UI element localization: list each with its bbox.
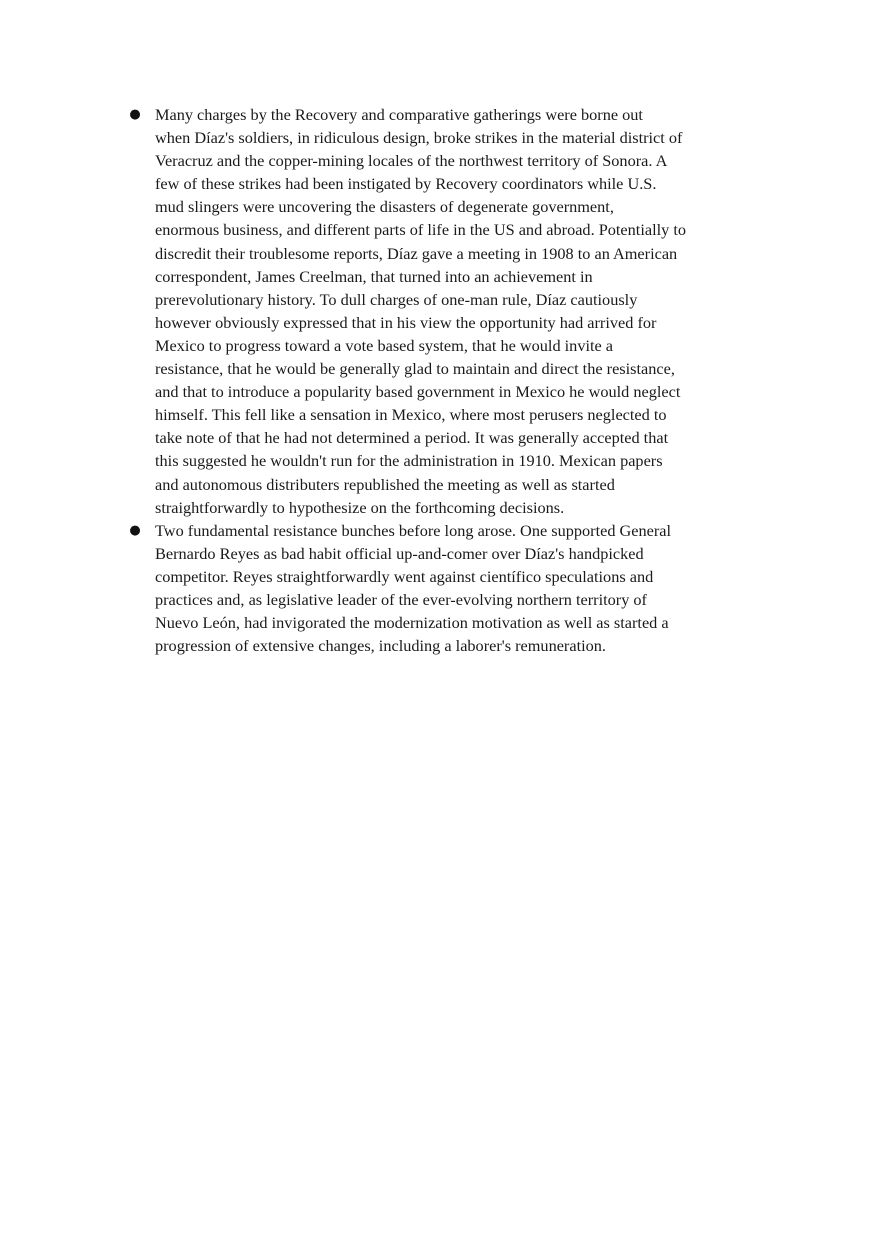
text-line: correspondent, James Creelman, that turned into an achievement in (155, 266, 593, 286)
text-line: Many charges by the Recovery and comparative gatherings were borne out (155, 105, 643, 124)
text-line: competitor. Reyes straightforwardly went against científico speculations and (155, 566, 654, 586)
text-line: prerevolutionary history. To dull charges of one-man rule, Díaz cautiously (155, 289, 638, 309)
text-line: straightforwardly to hypothesize on the forthcoming decisions. (155, 497, 565, 517)
text-line: Mexico to progress toward a vote based system, that he would invite a (155, 335, 614, 355)
text-line: however obviously expressed that in his view the opportunity had arrived for (155, 312, 657, 332)
text-line: and autonomous distributers republished the meeting as well as started (155, 474, 615, 494)
bullet-item-1 (128, 103, 728, 519)
text-line: practices and, as legislative leader of the ever-evolving northern territory of (155, 589, 647, 609)
text-line: Veracruz and the copper-mining locales of the northwest territory of Sonora. A (155, 151, 668, 171)
text-line: discredit their troublesome reports, Díaz gave a meeting in 1908 to an American (155, 243, 678, 263)
bullet-list (128, 103, 728, 657)
bullet-dot-icon: ● (129, 107, 141, 122)
text-line: enormous business, and different parts of life in the US and abroad. Potentially to (155, 220, 686, 240)
bullet-item-2 (128, 519, 728, 658)
text-line: progression of extensive changes, including a laborer's remuneration. (155, 636, 606, 656)
text-line: this suggested he wouldn't run for the administration in 1910. Mexican papers (155, 451, 663, 471)
text-line: himself. This fell like a sensation in Mexico, where most perusers neglected to (155, 405, 667, 425)
text-line: few of these strikes had been instigated by Recovery coordinators while U.S. (155, 174, 657, 194)
text-line: Bernardo Reyes as bad habit official up-and-comer over Díaz's handpicked (155, 543, 644, 563)
text-line: Nuevo León, had invigorated the modernization motivation as well as started a (155, 613, 669, 633)
text-line: mud slingers were uncovering the disasters of degenerate government, (155, 197, 614, 217)
text-line: Two fundamental resistance bunches before long arose. One supported General (155, 520, 672, 540)
bullet-dot-icon: ● (129, 522, 141, 538)
text-line: resistance, that he would be generally glad to maintain and direct the resistance, (155, 359, 675, 379)
text-line: when Díaz's soldiers, in ridiculous design, broke strikes in the material district of (155, 128, 683, 148)
text-line: and that to introduce a popularity based government in Mexico he would neglect (155, 382, 681, 402)
text-line: take note of that he had not determined a period. It was generally accepted that (155, 428, 669, 448)
